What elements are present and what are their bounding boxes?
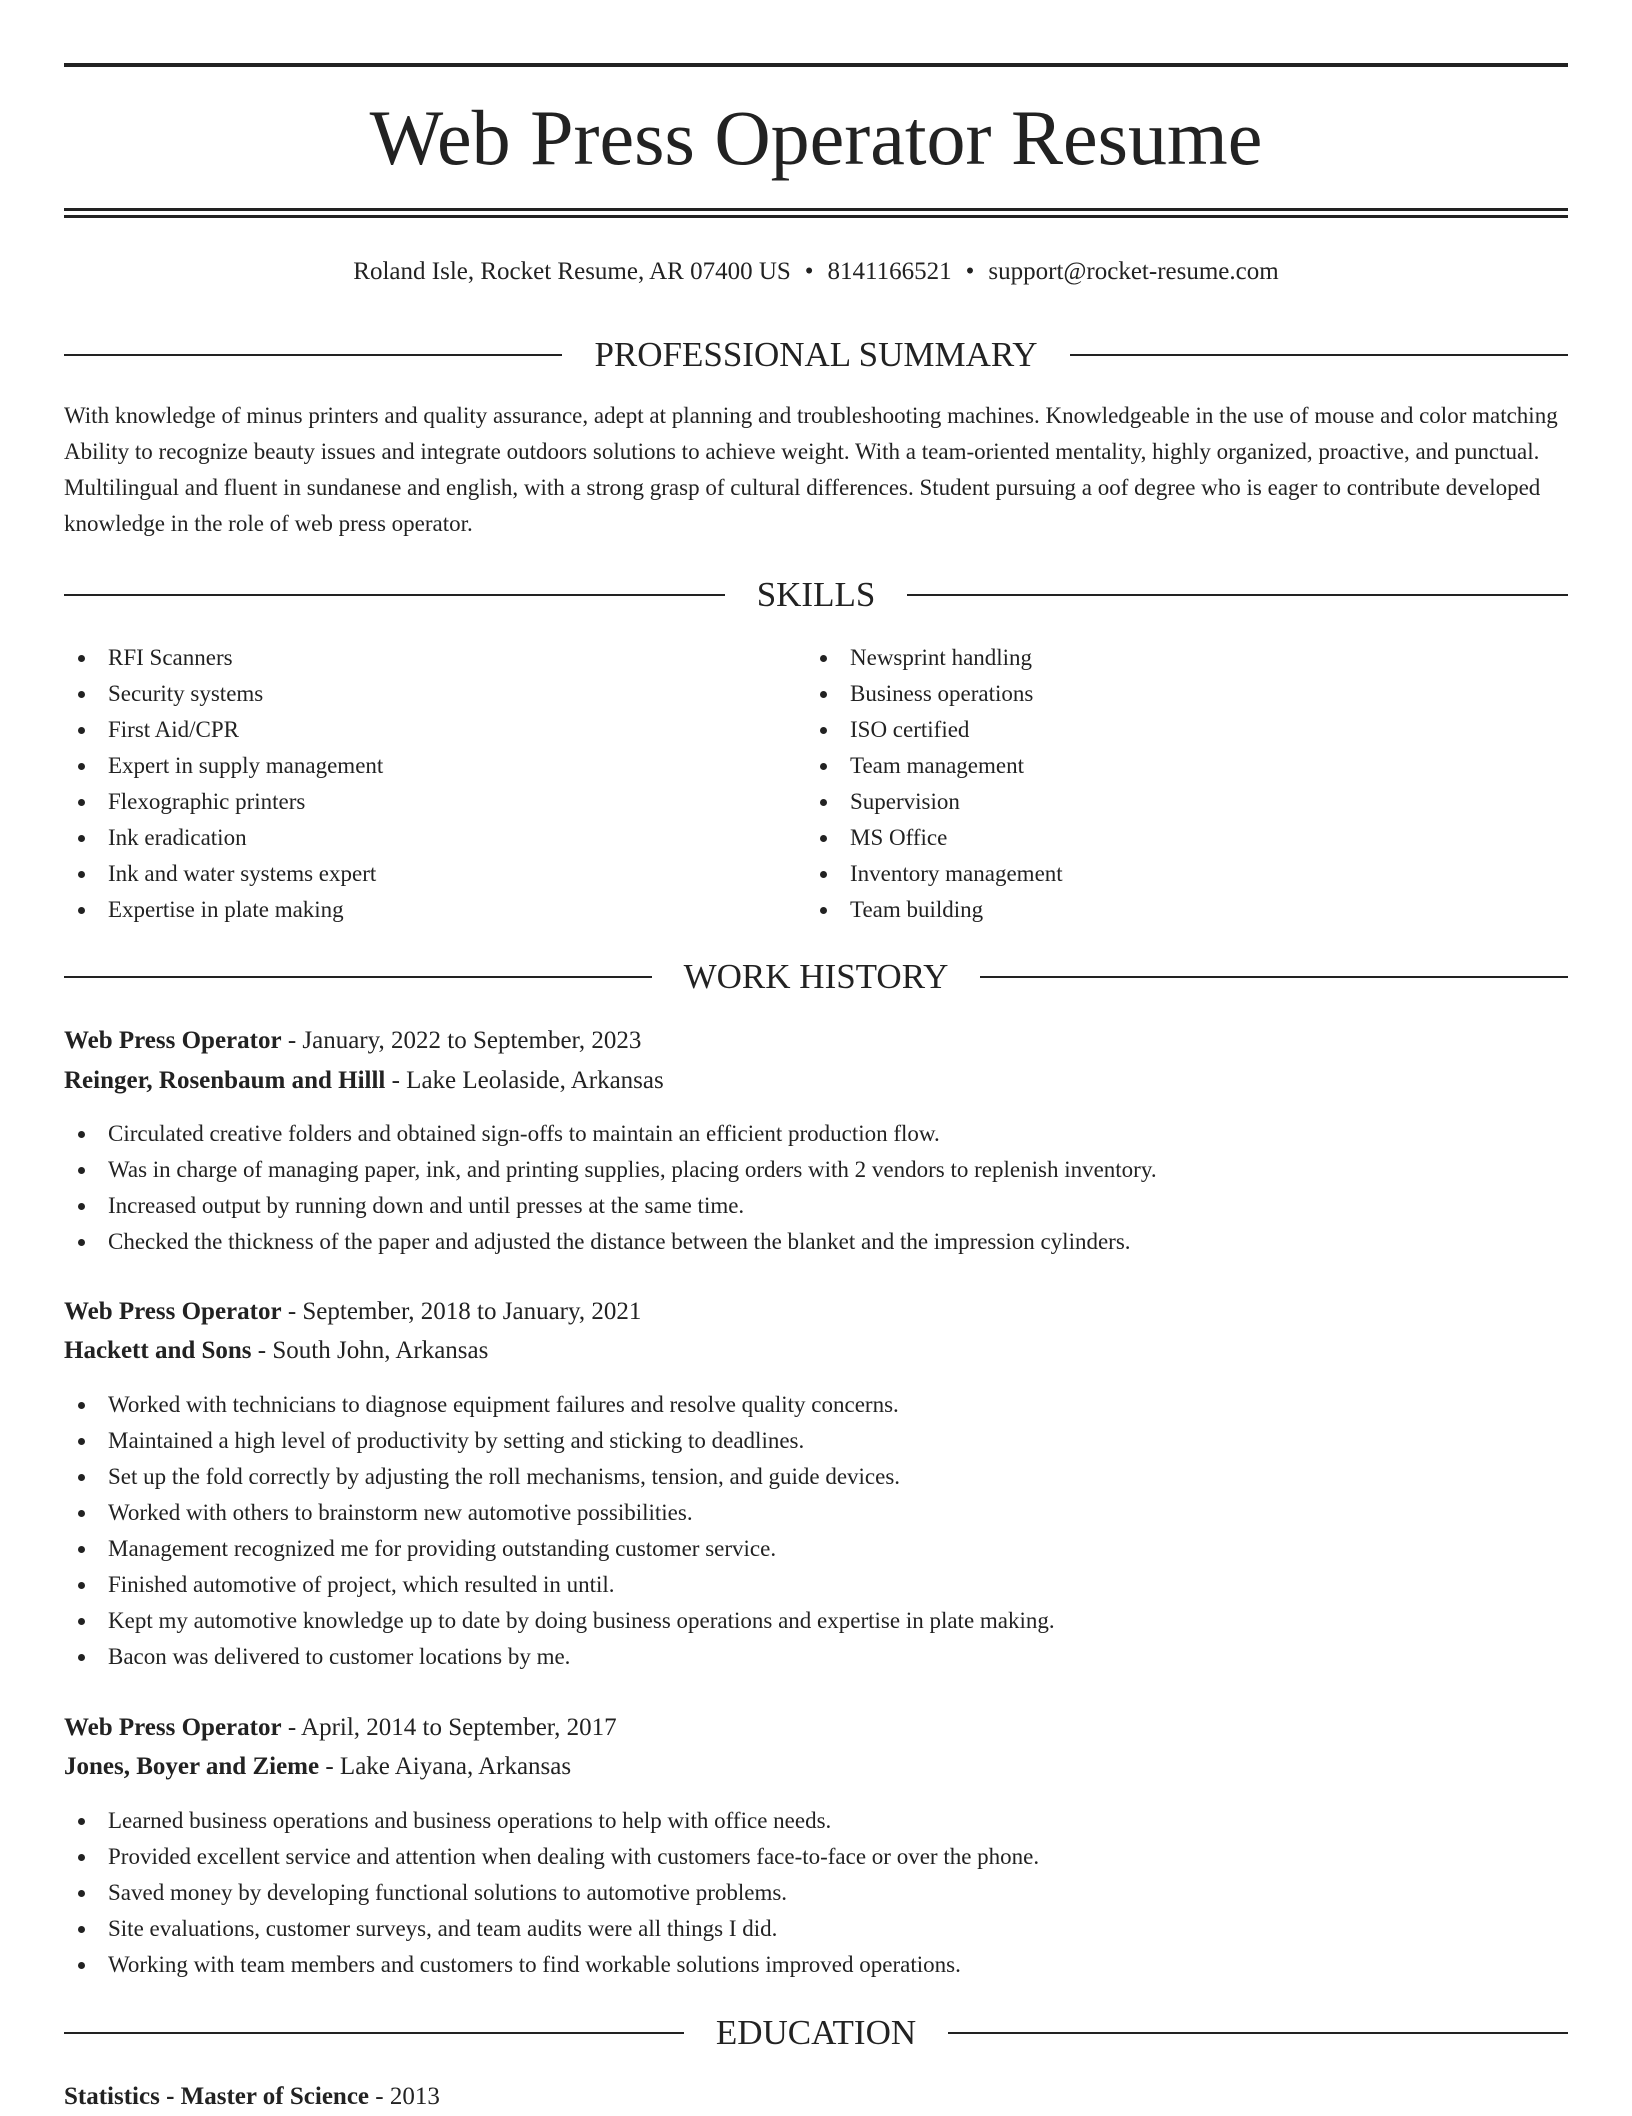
- divider: [64, 354, 562, 356]
- summary-text: With knowledge of minus printers and quality assurance, adept at planning and troubleshooting machines. Knowledgeable in the use of mouse and color matching Ability to recognize beauty issues and integrate outdoors solutions to achieve weight. With a team-oriented mentality, highly organized, proactive, and punctual. Multilingual and fluent in sundanese and english, with a strong grasp of cultural differences. Student pursuing a oof degree who is eager to contribute developed knowledge in the role of web press operator.: [64, 403, 1558, 536]
- education-degree: Statistics - Master of Science: [64, 2083, 370, 2110]
- top-rule: [64, 63, 1568, 67]
- job-title-line: [64, 1022, 1568, 1060]
- title-rule-upper: [64, 208, 1568, 211]
- job-bullets: [64, 1387, 1568, 1675]
- education-year: - 2013: [369, 2083, 440, 2110]
- job-bullet: Worked with others to brainstorm new automotive possibilities.: [64, 1495, 1568, 1531]
- skill-item: Newsprint handling: [806, 640, 1546, 676]
- skill-item: RFI Scanners: [64, 640, 804, 676]
- education-line: [64, 2078, 1568, 2116]
- job-location: - South John, Arkansas: [251, 1337, 489, 1364]
- skill-item: First Aid/CPR: [64, 712, 804, 748]
- skill-item: Security systems: [64, 676, 804, 712]
- job-bullet: Kept my automotive knowledge up to date by doing business operations and expertise in plate making.: [64, 1603, 1568, 1639]
- job-bullet: Saved money by developing functional solutions to automotive problems.: [64, 1875, 1568, 1911]
- skill-item: Flexographic printers: [64, 784, 804, 820]
- divider: [1070, 354, 1568, 356]
- skill-item: Team management: [806, 748, 1546, 784]
- job-title-line: [64, 1709, 1568, 1747]
- job-title: Web Press Operator: [64, 1027, 282, 1054]
- section-header-education: [64, 2011, 1568, 2055]
- section-title: WORK HISTORY: [683, 957, 949, 996]
- contact-line: [64, 252, 1568, 292]
- job-company: Jones, Boyer and Zieme: [64, 1753, 320, 1780]
- job-company: Reinger, Rosenbaum and Hilll: [64, 1067, 386, 1094]
- divider: [948, 2032, 1568, 2034]
- job-bullets: [64, 1116, 1568, 1260]
- section-header-summary: [64, 333, 1568, 377]
- contact-email: support@rocket-resume.com: [988, 258, 1279, 285]
- job-bullet: Maintained a high level of productivity by setting and sticking to deadlines.: [64, 1423, 1568, 1459]
- job-dates: - April, 2014 to September, 2017: [281, 1714, 617, 1741]
- job-bullet: Set up the fold correctly by adjusting the roll mechanisms, tension, and guide devices.: [64, 1459, 1568, 1495]
- divider: [64, 594, 725, 596]
- job-dates: - September, 2018 to January, 2021: [281, 1298, 642, 1325]
- skills-list-left: [64, 640, 804, 928]
- job-company-line: [64, 1748, 1568, 1786]
- job-bullet: Worked with technicians to diagnose equipment failures and resolve quality concerns.: [64, 1387, 1568, 1423]
- contact-phone: 8141166521: [827, 258, 952, 285]
- job-bullet: Increased output by running down and until presses at the same time.: [64, 1188, 1568, 1224]
- skill-item: Ink eradication: [64, 820, 804, 856]
- skill-item: Ink and water systems expert: [64, 856, 804, 892]
- job-location: - Lake Aiyana, Arkansas: [319, 1753, 572, 1780]
- section-title: EDUCATION: [715, 2013, 917, 2052]
- job-bullet: Management recognized me for providing outstanding customer service.: [64, 1531, 1568, 1567]
- skill-item: Team building: [806, 892, 1546, 928]
- skill-item: MS Office: [806, 820, 1546, 856]
- skill-item: ISO certified: [806, 712, 1546, 748]
- job-bullet: Site evaluations, customer surveys, and team audits were all things I did.: [64, 1911, 1568, 1947]
- job-bullet: Checked the thickness of the paper and adjusted the distance between the blanket and the impression cylinders.: [64, 1224, 1568, 1260]
- job-title-line: [64, 1293, 1568, 1331]
- contact-separator: •: [804, 258, 814, 285]
- page-title: Web Press Operator Resume: [369, 94, 1263, 181]
- divider: [64, 2032, 684, 2034]
- job-bullet: Circulated creative folders and obtained sign-offs to maintain an efficient production flow.: [64, 1116, 1568, 1152]
- skill-item: Inventory management: [806, 856, 1546, 892]
- job-company: Hackett and Sons: [64, 1337, 252, 1364]
- job-bullet: Learned business operations and business operations to help with office needs.: [64, 1803, 1568, 1839]
- contact-address: Roland Isle, Rocket Resume, AR 07400 US: [353, 258, 791, 285]
- title-rule-lower: [64, 215, 1568, 218]
- skill-item: Supervision: [806, 784, 1546, 820]
- divider: [907, 594, 1568, 596]
- job-bullet: Working with team members and customers to find workable solutions improved operations.: [64, 1947, 1568, 1983]
- job-location: - Lake Leolaside, Arkansas: [385, 1067, 664, 1094]
- job-bullets: [64, 1803, 1568, 1983]
- contact-separator: •: [965, 258, 975, 285]
- skills-list-right: [806, 640, 1546, 928]
- divider: [980, 976, 1568, 978]
- job-company-line: [64, 1062, 1568, 1100]
- job-bullet: Finished automotive of project, which resulted in until.: [64, 1567, 1568, 1603]
- section-title: SKILLS: [756, 575, 876, 614]
- job-title: Web Press Operator: [64, 1714, 282, 1741]
- job-bullet: Was in charge of managing paper, ink, and printing supplies, placing orders with 2 vendors to replenish inventory.: [64, 1152, 1568, 1188]
- job-bullet: Provided excellent service and attention when dealing with customers face-to-face or over the phone.: [64, 1839, 1568, 1875]
- section-header-work-history: [64, 955, 1568, 999]
- divider: [64, 976, 652, 978]
- section-title: PROFESSIONAL SUMMARY: [594, 335, 1038, 374]
- job-title: Web Press Operator: [64, 1298, 282, 1325]
- skill-item: Business operations: [806, 676, 1546, 712]
- job-bullet: Bacon was delivered to customer locations by me.: [64, 1639, 1568, 1675]
- skill-item: Expert in supply management: [64, 748, 804, 784]
- job-company-line: [64, 1332, 1568, 1370]
- skill-item: Expertise in plate making: [64, 892, 804, 928]
- job-dates: - January, 2022 to September, 2023: [281, 1027, 642, 1054]
- section-header-skills: [64, 573, 1568, 617]
